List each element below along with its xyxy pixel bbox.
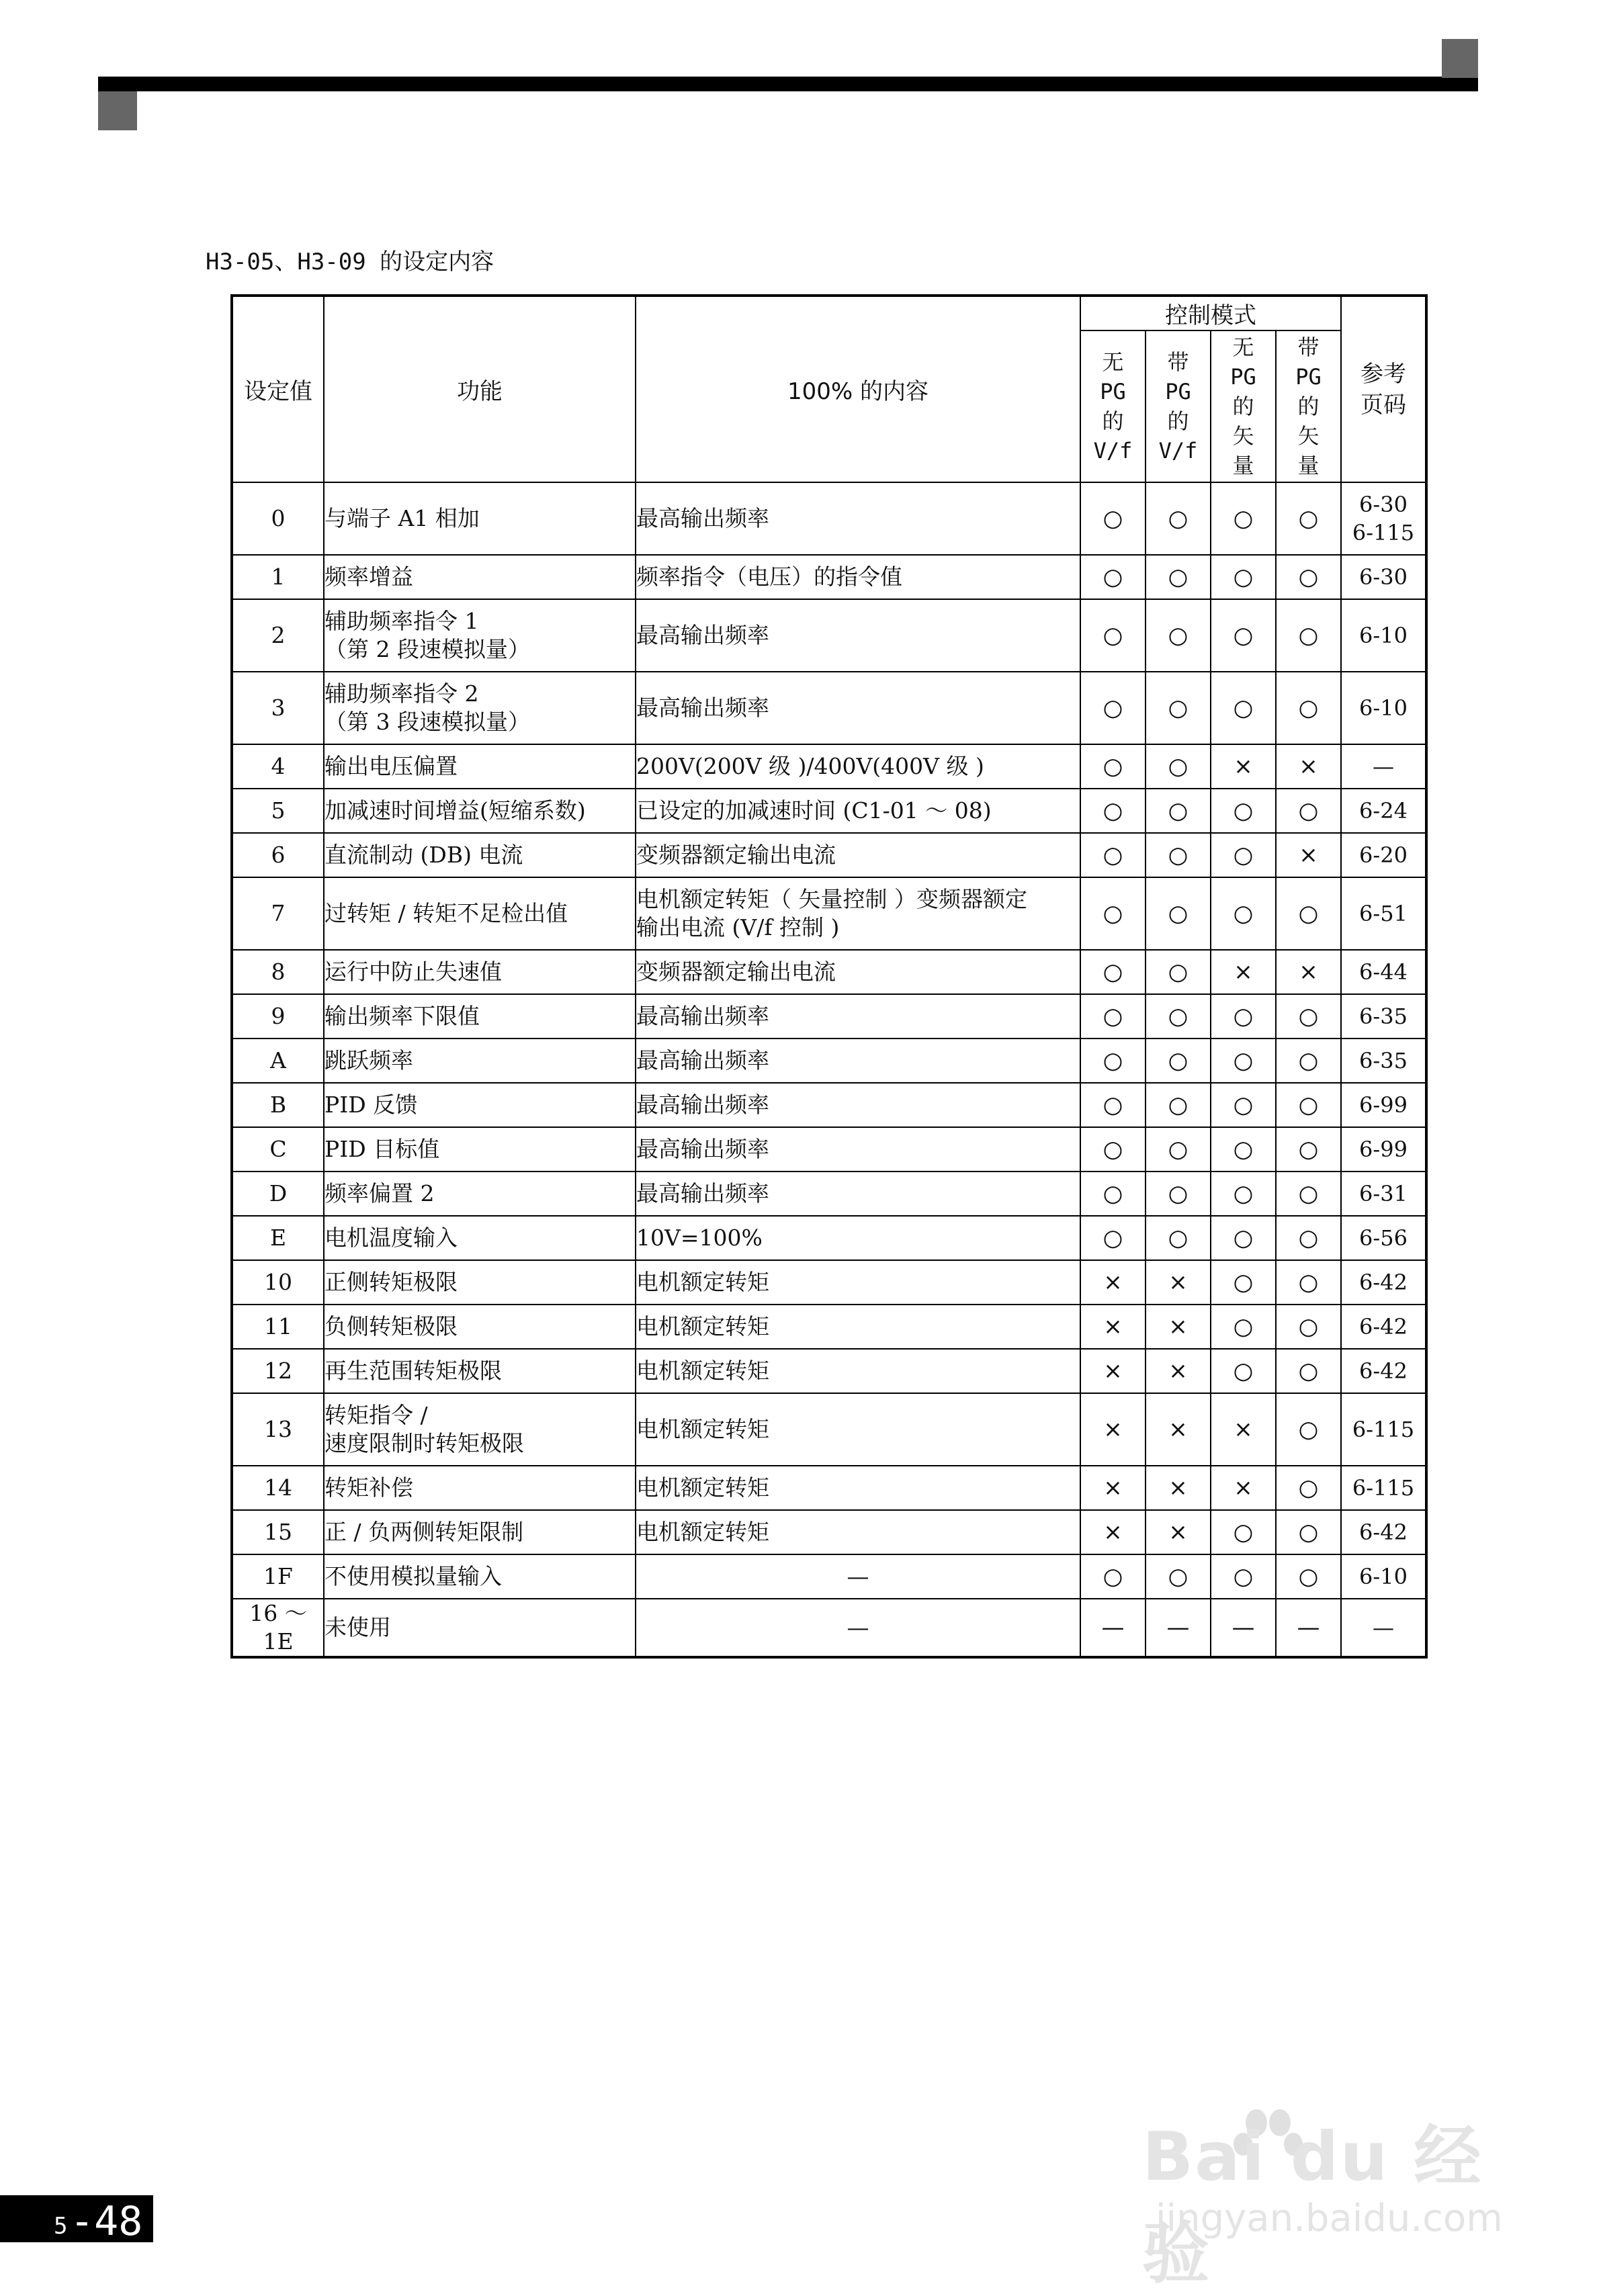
ref-page: 6-30 — [1341, 555, 1426, 599]
ref-page: 6-35 — [1341, 994, 1426, 1039]
content-100pct: 最高输出频率 — [636, 1172, 1080, 1216]
function-name: 运行中防止失速值 — [324, 950, 636, 994]
mode-mark: × — [1146, 1393, 1211, 1466]
table-row — [232, 1172, 1426, 1216]
mode-mark: ○ — [1276, 1393, 1341, 1466]
ref-page: 6-115 — [1341, 1466, 1426, 1510]
setting-value: 11 — [232, 1305, 324, 1349]
mode-mark: — — [1211, 1599, 1276, 1657]
header-mode-vector-nopg: 无 PG 的 矢 量 — [1211, 330, 1276, 482]
mode-mark: ○ — [1276, 672, 1341, 744]
setting-value: 7 — [232, 877, 324, 950]
mode-mark: ○ — [1146, 1039, 1211, 1083]
mode-mark: × — [1080, 1305, 1146, 1349]
ref-page: 6-10 — [1341, 1554, 1426, 1599]
content-100pct: 最高输出频率 — [636, 1127, 1080, 1172]
mode-mark: ○ — [1276, 482, 1341, 555]
ref-page: 6-35 — [1341, 1039, 1426, 1083]
mode-mark: ○ — [1080, 994, 1146, 1039]
function-name: 输出频率下限值 — [324, 994, 636, 1039]
page-number-tab — [0, 2195, 153, 2245]
mode-mark: ○ — [1211, 1554, 1276, 1599]
content-100pct: 最高输出频率 — [636, 672, 1080, 744]
table-row — [232, 833, 1426, 877]
setting-value: 10 — [232, 1260, 324, 1305]
content-100pct: 电机额定转矩 — [636, 1393, 1080, 1466]
watermark-url: jingyan.baidu.com — [1156, 2197, 1503, 2240]
setting-value: 4 — [232, 744, 324, 789]
table-body — [232, 482, 1426, 1657]
content-100pct: 最高输出频率 — [636, 994, 1080, 1039]
mode-mark: ○ — [1080, 1216, 1146, 1260]
mode-mark: ○ — [1276, 599, 1341, 672]
mode-mark: ○ — [1146, 482, 1211, 555]
mode-mark: ○ — [1211, 994, 1276, 1039]
function-name: 负侧转矩极限 — [324, 1305, 636, 1349]
mode-mark: ○ — [1211, 789, 1276, 833]
function-name: 再生范围转矩极限 — [324, 1349, 636, 1393]
mode-mark: ○ — [1146, 1083, 1211, 1127]
header-content: 100% 的内容 — [636, 296, 1080, 482]
setting-value: E — [232, 1216, 324, 1260]
table-row — [232, 994, 1426, 1039]
mode-mark: × — [1276, 744, 1341, 789]
function-name: 频率增益 — [324, 555, 636, 599]
mode-mark: ○ — [1276, 1216, 1341, 1260]
function-name: 加减速时间增益(短缩系数) — [324, 789, 636, 833]
function-name: 未使用 — [324, 1599, 636, 1657]
function-name: 过转矩 / 转矩不足检出值 — [324, 877, 636, 950]
header-square-right — [1442, 39, 1478, 78]
function-name: 辅助频率指令 2 （第 3 段速模拟量） — [324, 672, 636, 744]
ref-page: 6-99 — [1341, 1083, 1426, 1127]
table-row — [232, 1349, 1426, 1393]
mode-mark: ○ — [1146, 877, 1211, 950]
mode-mark: — — [1146, 1599, 1211, 1657]
mode-mark: ○ — [1276, 789, 1341, 833]
ref-page: 6-10 — [1341, 599, 1426, 672]
mode-mark: ○ — [1211, 482, 1276, 555]
ref-page: 6-115 — [1341, 1393, 1426, 1466]
content-100pct: 200V(200V 级 )/400V(400V 级 ) — [636, 744, 1080, 789]
function-name: 输出电压偏置 — [324, 744, 636, 789]
mode-mark: ○ — [1211, 1260, 1276, 1305]
mode-mark: ○ — [1146, 599, 1211, 672]
mode-mark: — — [1080, 1599, 1146, 1657]
mode-mark: ○ — [1276, 1554, 1341, 1599]
ref-page: — — [1341, 744, 1426, 789]
table-row — [232, 482, 1426, 555]
mode-mark: × — [1211, 1393, 1276, 1466]
table-row — [232, 1305, 1426, 1349]
mode-mark: × — [1146, 1466, 1211, 1510]
ref-page: 6-42 — [1341, 1305, 1426, 1349]
content-100pct: 电机额定转矩 — [636, 1466, 1080, 1510]
header-control-mode: 控制模式 — [1080, 296, 1341, 330]
function-name: 辅助频率指令 1 （第 2 段速模拟量） — [324, 599, 636, 672]
ref-page: 6-42 — [1341, 1260, 1426, 1305]
function-name: 跳跃频率 — [324, 1039, 636, 1083]
header-ref-page: 参考 页码 — [1341, 296, 1426, 482]
mode-mark: ○ — [1080, 789, 1146, 833]
table-row — [232, 1083, 1426, 1127]
mode-mark: ○ — [1211, 1510, 1276, 1554]
function-name: 正侧转矩极限 — [324, 1260, 636, 1305]
content-100pct: 最高输出频率 — [636, 599, 1080, 672]
mode-mark: ○ — [1146, 950, 1211, 994]
function-name: 转矩指令 / 速度限制时转矩极限 — [324, 1393, 636, 1466]
setting-value: 6 — [232, 833, 324, 877]
mode-mark: ○ — [1211, 1216, 1276, 1260]
mode-mark: ○ — [1146, 744, 1211, 789]
table-row — [232, 1599, 1426, 1657]
mode-mark: ○ — [1211, 1172, 1276, 1216]
mode-mark: ○ — [1146, 833, 1211, 877]
mode-mark: ○ — [1080, 877, 1146, 950]
mode-mark: ○ — [1211, 833, 1276, 877]
mode-mark: ○ — [1080, 599, 1146, 672]
setting-value: 3 — [232, 672, 324, 744]
function-name: 不使用模拟量输入 — [324, 1554, 636, 1599]
ref-page: 6-44 — [1341, 950, 1426, 994]
function-name: PID 反馈 — [324, 1083, 636, 1127]
setting-value: 9 — [232, 994, 324, 1039]
function-name: 直流制动 (DB) 电流 — [324, 833, 636, 877]
ref-page: 6-20 — [1341, 833, 1426, 877]
table-row — [232, 1554, 1426, 1599]
header-function: 功能 — [324, 296, 636, 482]
setting-value: 0 — [232, 482, 324, 555]
mode-mark: × — [1146, 1349, 1211, 1393]
mode-mark: × — [1146, 1510, 1211, 1554]
setting-value: 2 — [232, 599, 324, 672]
header-mode-vector-pg: 带 PG 的 矢 量 — [1276, 330, 1341, 482]
header-square-left — [98, 91, 137, 130]
mode-mark: × — [1276, 833, 1341, 877]
mode-mark: × — [1080, 1260, 1146, 1305]
setting-value: 14 — [232, 1466, 324, 1510]
mode-mark: × — [1080, 1510, 1146, 1554]
setting-value: 8 — [232, 950, 324, 994]
setting-value: 5 — [232, 789, 324, 833]
table-row — [232, 744, 1426, 789]
mode-mark: ○ — [1276, 1039, 1341, 1083]
watermark-brand: Bai du 经验 — [1142, 2117, 1483, 2293]
setting-value: A — [232, 1039, 324, 1083]
mode-mark: ○ — [1211, 1349, 1276, 1393]
mode-mark: ○ — [1276, 1305, 1341, 1349]
mode-mark: × — [1276, 950, 1341, 994]
table-row — [232, 877, 1426, 950]
mode-mark: ○ — [1080, 744, 1146, 789]
mode-mark: ○ — [1211, 1083, 1276, 1127]
mode-mark: ○ — [1080, 1554, 1146, 1599]
content-100pct: 已设定的加减速时间 (C1-01 ～ 08) — [636, 789, 1080, 833]
content-100pct: 电机额定转矩 — [636, 1349, 1080, 1393]
setting-value: C — [232, 1127, 324, 1172]
table-row — [232, 1039, 1426, 1083]
content-100pct: 10V=100% — [636, 1216, 1080, 1260]
ref-page: 6-30 6-115 — [1341, 482, 1426, 555]
mode-mark: ○ — [1211, 877, 1276, 950]
mode-mark: ○ — [1080, 482, 1146, 555]
content-100pct: 变频器额定输出电流 — [636, 833, 1080, 877]
mode-mark: × — [1211, 744, 1276, 789]
mode-mark: ○ — [1146, 1127, 1211, 1172]
setting-value: 16 ～ 1E — [232, 1599, 324, 1657]
table-row — [232, 1393, 1426, 1466]
mode-mark: × — [1146, 1305, 1211, 1349]
mode-mark: × — [1146, 1260, 1211, 1305]
mode-mark: ○ — [1080, 1172, 1146, 1216]
mode-mark: ○ — [1080, 1083, 1146, 1127]
mode-mark: ○ — [1276, 1466, 1341, 1510]
table-row — [232, 672, 1426, 744]
content-100pct: 最高输出频率 — [636, 1039, 1080, 1083]
mode-mark: ○ — [1080, 1127, 1146, 1172]
table-row — [232, 1216, 1426, 1260]
function-name: 频率偏置 2 — [324, 1172, 636, 1216]
mode-mark: ○ — [1276, 1172, 1341, 1216]
function-name: PID 目标值 — [324, 1127, 636, 1172]
mode-mark: ○ — [1211, 1305, 1276, 1349]
header-setting: 设定值 — [232, 296, 324, 482]
header-mode-vf-nopg: 无 PG 的 V/f — [1080, 330, 1146, 482]
table-row — [232, 1510, 1426, 1554]
ref-page: 6-56 — [1341, 1216, 1426, 1260]
mode-mark: ○ — [1146, 555, 1211, 599]
mode-mark: ○ — [1146, 994, 1211, 1039]
watermark — [1142, 2103, 1545, 2293]
ref-page: 6-51 — [1341, 877, 1426, 950]
content-100pct: 电机额定转矩 — [636, 1510, 1080, 1554]
content-100pct: 电机额定转矩 — [636, 1260, 1080, 1305]
mode-mark: ○ — [1276, 1083, 1341, 1127]
mode-mark: ○ — [1211, 1127, 1276, 1172]
content-100pct: — — [636, 1554, 1080, 1599]
header-rule — [98, 77, 1478, 91]
ref-page: 6-42 — [1341, 1349, 1426, 1393]
setting-value: 15 — [232, 1510, 324, 1554]
table-row — [232, 1466, 1426, 1510]
content-100pct: — — [636, 1599, 1080, 1657]
content-100pct: 电机额定转矩（ 矢量控制 ）变频器额定 输出电流 (V/f 控制 ) — [636, 877, 1080, 950]
mode-mark: ○ — [1080, 950, 1146, 994]
mode-mark: × — [1211, 1466, 1276, 1510]
setting-value: 12 — [232, 1349, 324, 1393]
settings-table — [230, 294, 1428, 1659]
mode-mark: ○ — [1276, 1260, 1341, 1305]
mode-mark: ○ — [1276, 994, 1341, 1039]
table-row — [232, 599, 1426, 672]
content-100pct: 频率指令（电压）的指令值 — [636, 555, 1080, 599]
mode-mark: ○ — [1146, 789, 1211, 833]
mode-mark: ○ — [1146, 1554, 1211, 1599]
function-name: 正 / 负两侧转矩限制 — [324, 1510, 636, 1554]
mode-mark: × — [1080, 1393, 1146, 1466]
content-100pct: 最高输出频率 — [636, 1083, 1080, 1127]
mode-mark: ○ — [1276, 555, 1341, 599]
setting-value: 1F — [232, 1554, 324, 1599]
ref-page: 6-42 — [1341, 1510, 1426, 1554]
mode-mark: ○ — [1276, 1510, 1341, 1554]
table-row — [232, 950, 1426, 994]
setting-value: D — [232, 1172, 324, 1216]
function-name: 电机温度输入 — [324, 1216, 636, 1260]
mode-mark: ○ — [1211, 555, 1276, 599]
mode-mark: ○ — [1146, 1216, 1211, 1260]
mode-mark: ○ — [1146, 1172, 1211, 1216]
mode-mark: ○ — [1276, 1349, 1341, 1393]
mode-mark: ○ — [1276, 1127, 1341, 1172]
mode-mark: ○ — [1080, 555, 1146, 599]
mode-mark: × — [1080, 1466, 1146, 1510]
ref-page: 6-31 — [1341, 1172, 1426, 1216]
ref-page: — — [1341, 1599, 1426, 1657]
table-row — [232, 1260, 1426, 1305]
mode-mark: × — [1080, 1349, 1146, 1393]
setting-value: B — [232, 1083, 324, 1127]
ref-page: 6-10 — [1341, 672, 1426, 744]
mode-mark: × — [1211, 950, 1276, 994]
mode-mark: ○ — [1080, 833, 1146, 877]
setting-value: 13 — [232, 1393, 324, 1466]
page-prefix: 5 — [54, 2213, 68, 2240]
mode-mark: ○ — [1276, 877, 1341, 950]
function-name: 与端子 A1 相加 — [324, 482, 636, 555]
mode-mark: ○ — [1080, 1039, 1146, 1083]
page-number: -48 — [70, 2198, 143, 2245]
ref-page: 6-24 — [1341, 789, 1426, 833]
mode-mark: ○ — [1211, 1039, 1276, 1083]
setting-value: 1 — [232, 555, 324, 599]
ref-page: 6-99 — [1341, 1127, 1426, 1172]
table-row — [232, 1127, 1426, 1172]
function-name: 转矩补偿 — [324, 1466, 636, 1510]
content-100pct: 变频器额定输出电流 — [636, 950, 1080, 994]
table-caption: H3-05、H3-09 的设定内容 — [206, 249, 494, 275]
content-100pct: 最高输出频率 — [636, 482, 1080, 555]
mode-mark: — — [1276, 1599, 1341, 1657]
mode-mark: ○ — [1146, 672, 1211, 744]
content-100pct: 电机额定转矩 — [636, 1305, 1080, 1349]
mode-mark: ○ — [1080, 672, 1146, 744]
table-row — [232, 555, 1426, 599]
header-mode-vf-pg: 带 PG 的 V/f — [1146, 330, 1211, 482]
table-row — [232, 789, 1426, 833]
mode-mark: ○ — [1211, 599, 1276, 672]
mode-mark: ○ — [1211, 672, 1276, 744]
